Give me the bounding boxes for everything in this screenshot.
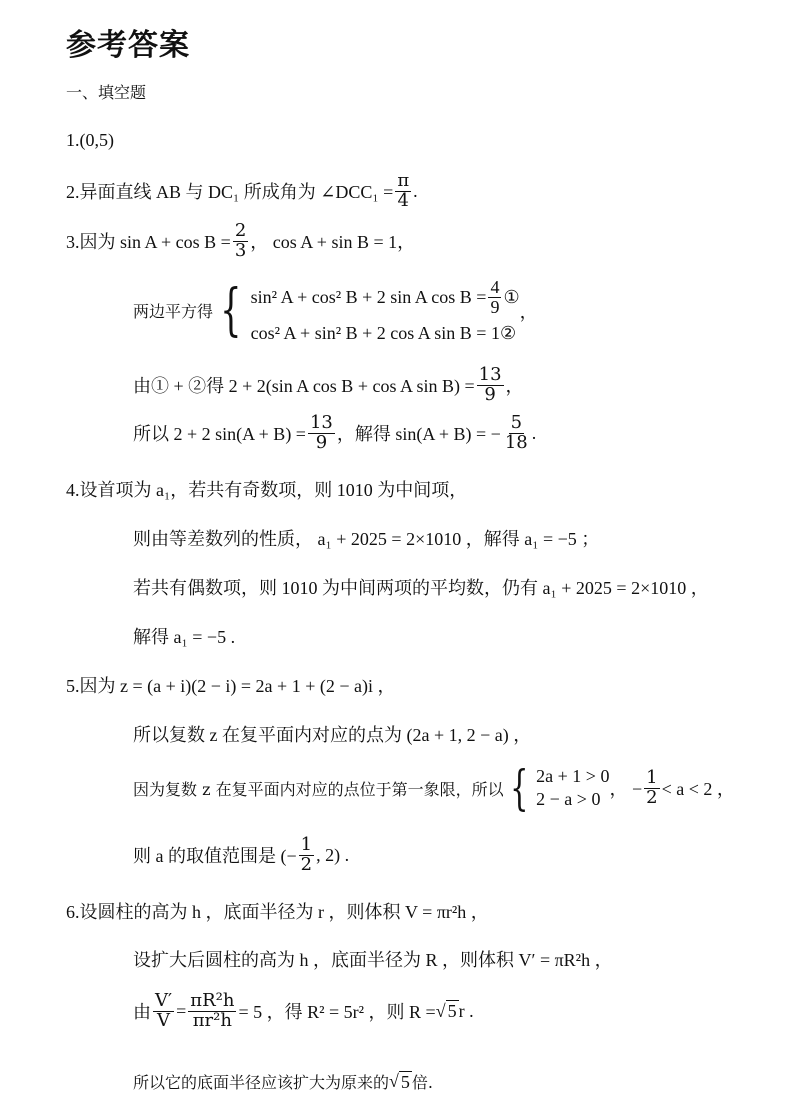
answer-5-line-3-suffix: < a < 2 ， bbox=[661, 779, 735, 799]
fraction-numerator: 4 bbox=[490, 277, 500, 297]
fraction-numerator: 13 bbox=[309, 412, 333, 433]
answer-3-line-3 bbox=[133, 366, 524, 405]
answer-6-line-4 bbox=[133, 1070, 433, 1093]
answer-6-line-2 bbox=[133, 946, 613, 972]
answer-4-line-2 bbox=[133, 525, 599, 551]
fraction-numerator: 5 bbox=[510, 412, 523, 433]
fraction-denominator: 2 bbox=[646, 786, 658, 808]
answer-3-line-1-suffix: ， cos A + sin B = 1， bbox=[250, 232, 416, 253]
answer-3-line-1-prefix: 3.因为 sin A + cos B = bbox=[66, 232, 231, 253]
answer-5-line-3-fraction bbox=[644, 766, 659, 808]
answer-2-fraction bbox=[395, 172, 411, 211]
answer-5-line-1 bbox=[66, 672, 395, 698]
answer-4-line-3-text: 若共有偶数项，则 1010 为中间两项的平均数，仍有 a₁ + 2025 = 2×1010 ， bbox=[133, 578, 709, 598]
equation-system bbox=[213, 278, 520, 344]
answer-5-line-4-suffix: , 2) . bbox=[316, 844, 350, 865]
fraction-denominator: 9 bbox=[315, 431, 328, 453]
answer-6-line-4-prefix: 所以它的底面半径应该扩大为原来的 bbox=[133, 1073, 390, 1092]
fraction-numerator: 2 bbox=[234, 220, 247, 241]
fraction-denominator: πr²h bbox=[192, 1009, 232, 1031]
answer-4-line-1 bbox=[66, 476, 467, 502]
answer-3-line-4-fraction-1 bbox=[308, 414, 335, 453]
fraction-denominator: V bbox=[157, 1009, 171, 1031]
fraction-denominator: 9 bbox=[490, 296, 500, 317]
answer-6-line-3-fraction-1 bbox=[153, 992, 174, 1031]
fraction-denominator: 4 bbox=[397, 189, 409, 211]
left-brace: { bbox=[220, 277, 242, 343]
answer-3-line-1 bbox=[66, 222, 415, 261]
page-title: 参考答案 bbox=[66, 28, 190, 63]
fraction-denominator: 3 bbox=[234, 239, 247, 261]
fraction-numerator: V′ bbox=[155, 990, 173, 1011]
answer-6-line-3 bbox=[133, 992, 474, 1031]
system-row-1-prefix: sin² A + cos² B + 2 sin A cos B = bbox=[250, 286, 487, 307]
answer-5-line-4-fraction bbox=[299, 836, 314, 875]
fraction-numerator: πR²h bbox=[190, 990, 235, 1011]
answer-5-line-4-prefix: 则 a 的取值范围是 (− bbox=[133, 846, 297, 867]
left-brace: { bbox=[509, 760, 529, 816]
answer-3-line-2-tail: ， bbox=[519, 301, 538, 322]
system-row-1: 2a + 1 > 0 bbox=[536, 766, 610, 786]
answer-3-line-2 bbox=[133, 278, 538, 344]
answer-6-line-3-fraction-2 bbox=[188, 992, 236, 1031]
fraction-denominator: 18 bbox=[504, 431, 528, 453]
answer-4-line-1-text: 4.设首项为 a₁，若共有奇数项，则 1010 为中间项， bbox=[66, 480, 468, 500]
answer-4-line-4 bbox=[133, 623, 235, 649]
answer-6-line-1-text: 6.设圆柱的高为 h ，底面半径为 r ，则体积 V = πr²h ， bbox=[66, 902, 489, 922]
answer-3-line-3-suffix: ， bbox=[505, 376, 524, 397]
answer-3-line-4 bbox=[133, 414, 536, 453]
system-row-1 bbox=[251, 278, 520, 317]
answer-2 bbox=[66, 172, 418, 211]
fraction-numerator: 1 bbox=[646, 766, 658, 788]
fraction-denominator: 9 bbox=[484, 383, 496, 405]
answer-6-line-4-suffix: 倍. bbox=[411, 1073, 433, 1092]
answer-3-line-3-prefix: 由① + ②得 2 + 2(sin A cos B + cos A sin B) = bbox=[133, 376, 475, 397]
fraction-numerator: 1 bbox=[300, 834, 313, 855]
square-root: √ 5 bbox=[389, 1071, 410, 1092]
answer-6-line-1 bbox=[66, 898, 489, 924]
answer-3-line-1-fraction bbox=[233, 222, 248, 261]
section-heading: 一、填空题 bbox=[66, 83, 147, 102]
answer-3-line-4-prefix: 所以 2 + 2 sin(A + B) = bbox=[133, 424, 306, 445]
answer-6-line-3-mid: = 5 ，得 R² = 5r² ，则 R = bbox=[238, 1002, 436, 1023]
answer-5-line-1-text: 5.因为 z = (a + i)(2 − i) = 2a + 1 + (2 − a)i ， bbox=[66, 676, 396, 696]
radicand: 5 bbox=[400, 1071, 410, 1092]
answer-3-line-4-mid: ，解得 sin(A + B) = − bbox=[336, 424, 501, 445]
answer-2-prefix: 2.异面直线 AB 与 DC₁ 所成角为 ∠DCC₁ = bbox=[66, 182, 394, 203]
answer-5-line-3-mid: ， − bbox=[609, 779, 643, 799]
answer-5-line-2-text: 所以复数 z 在复平面内对应的点为 (2a + 1, 2 − a) ， bbox=[133, 725, 532, 745]
answer-4-line-4-text: 解得 a₁ = −5 . bbox=[133, 627, 236, 647]
answer-6-line-3-eq: = bbox=[176, 1000, 187, 1021]
answer-3-line-2-label: 两边平方得 bbox=[133, 302, 214, 322]
system-row-1-suffix: ① bbox=[503, 286, 520, 307]
fraction-denominator: 2 bbox=[300, 853, 313, 875]
fraction-numerator: 13 bbox=[478, 364, 502, 385]
system-row-2: 2 − a > 0 bbox=[536, 789, 601, 809]
answer-1 bbox=[66, 130, 114, 151]
answer-4-line-2-text: 则由等差数列的性质， a₁ + 2025 = 2×1010 ，解得 a₁ = −5 ； bbox=[133, 529, 600, 549]
answer-5-line-4 bbox=[133, 836, 349, 875]
radicand: 5 bbox=[447, 1001, 457, 1022]
answer-3-line-4-fraction-2 bbox=[503, 414, 530, 453]
answer-3-line-3-fraction bbox=[477, 366, 504, 405]
fraction-numerator: π bbox=[397, 170, 410, 191]
answer-4-line-3 bbox=[133, 574, 709, 600]
system-row-1-fraction bbox=[488, 278, 501, 317]
answer-6-line-2-text: 设扩大后圆柱的高为 h ，底面半径为 R ，则体积 V′ = πR²h ， bbox=[133, 950, 613, 970]
square-root: √ 5 bbox=[435, 1000, 457, 1022]
answer-5-line-3 bbox=[133, 760, 735, 816]
answer-5-line-3-prefix: 因为复数 z 在复平面内对应的点位于第一象限，所以 bbox=[133, 779, 504, 799]
answer-2-suffix: . bbox=[413, 180, 418, 201]
answer-3-line-4-suffix: . bbox=[531, 422, 537, 443]
answer-1-text: 1.(0,5) bbox=[66, 130, 114, 150]
answer-6-line-3-suffix: r . bbox=[458, 1000, 474, 1021]
inequality-system bbox=[504, 760, 610, 816]
answer-5-line-2 bbox=[133, 721, 531, 747]
answer-6-line-3-prefix: 由 bbox=[133, 1002, 151, 1023]
system-row-2: cos² A + sin² B + 2 cos A sin B = 1② bbox=[250, 322, 517, 343]
